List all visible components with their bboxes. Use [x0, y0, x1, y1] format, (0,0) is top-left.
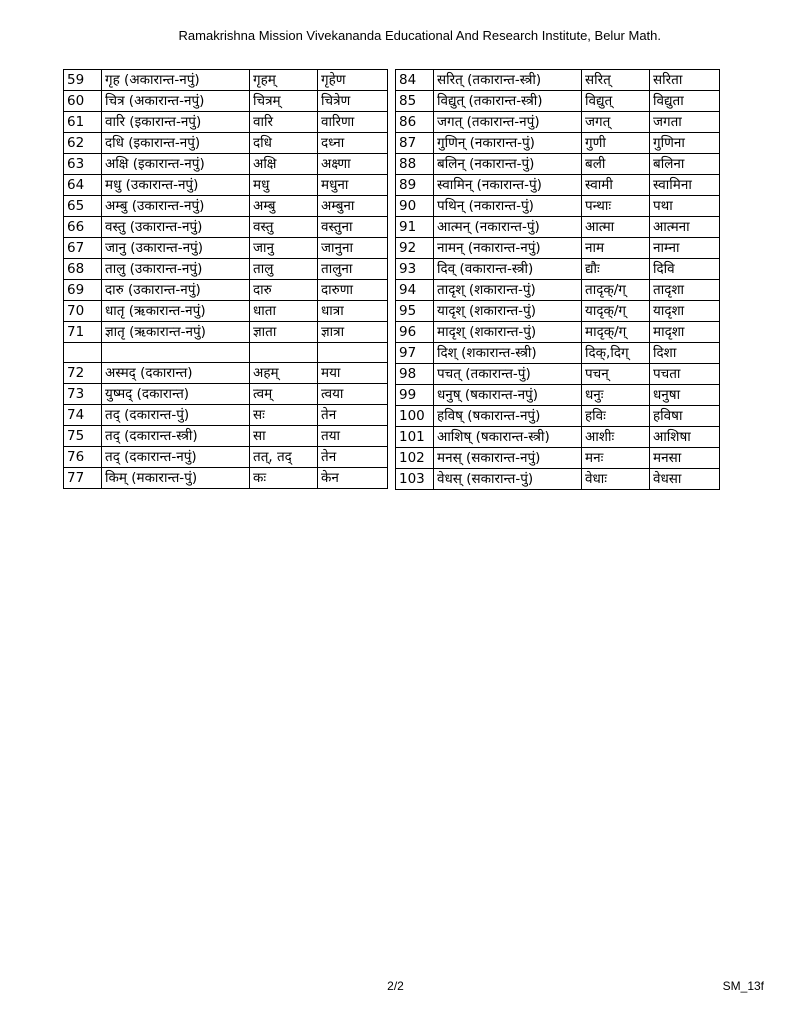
word-cell: दारु (उकारान्त-नपुं)	[102, 280, 250, 301]
nominative-cell: अहम्	[250, 363, 318, 384]
row-number-cell: 77	[64, 468, 102, 489]
nominative-cell: कः	[250, 468, 318, 489]
row-number-cell: 86	[396, 112, 434, 133]
instrumental-cell: पथा	[650, 196, 720, 217]
nominative-cell: वस्तु	[250, 217, 318, 238]
word-cell: पथिन् (नकारान्त-पुं)	[434, 196, 582, 217]
table-row	[396, 154, 720, 175]
table-row	[396, 406, 720, 427]
word-cell: दिश् (शकारान्त-स्त्री)	[434, 343, 582, 364]
word-cell: मादृश् (शकारान्त-पुं)	[434, 322, 582, 343]
table-row	[64, 91, 388, 112]
instrumental-cell: अक्ष्णा	[318, 154, 388, 175]
instrumental-cell: सरिता	[650, 70, 720, 91]
instrumental-cell: दध्ना	[318, 133, 388, 154]
declension-table-right	[395, 69, 720, 490]
word-cell: गृह (अकारान्त-नपुं)	[102, 70, 250, 91]
table-row	[64, 426, 388, 447]
table-row	[64, 280, 388, 301]
row-number-cell: 74	[64, 405, 102, 426]
instrumental-cell: स्वामिना	[650, 175, 720, 196]
table-row	[396, 91, 720, 112]
nominative-cell: सा	[250, 426, 318, 447]
instrumental-cell: ज्ञात्रा	[318, 322, 388, 343]
word-cell: तालु (उकारान्त-नपुं)	[102, 259, 250, 280]
nominative-cell: स्वामी	[582, 175, 650, 196]
nominative-cell: दिक्,दिग्	[582, 343, 650, 364]
table-row	[64, 363, 388, 384]
table-row	[64, 175, 388, 196]
word-cell: तद् (दकारान्त-पुं)	[102, 405, 250, 426]
nominative-cell: द्यौः	[582, 259, 650, 280]
word-cell: किम् (मकारान्त-पुं)	[102, 468, 250, 489]
instrumental-cell: मनसा	[650, 448, 720, 469]
table-row	[396, 448, 720, 469]
nominative-cell: गृहम्	[250, 70, 318, 91]
instrumental-cell: अम्बुना	[318, 196, 388, 217]
row-number-cell: 60	[64, 91, 102, 112]
table-row	[64, 238, 388, 259]
nominative-cell: धनुः	[582, 385, 650, 406]
nominative-cell: विद्युत्	[582, 91, 650, 112]
row-number-cell: 70	[64, 301, 102, 322]
nominative-cell: मादृक्/ग्	[582, 322, 650, 343]
nominative-cell: वारि	[250, 112, 318, 133]
table-row	[64, 405, 388, 426]
word-cell: आत्मन् (नकारान्त-पुं)	[434, 217, 582, 238]
word-cell: ज्ञातृ (ऋकारान्त-नपुं)	[102, 322, 250, 343]
nominative-cell: पन्थाः	[582, 196, 650, 217]
row-number-cell: 102	[396, 448, 434, 469]
instrumental-cell: नाम्ना	[650, 238, 720, 259]
row-number-cell: 87	[396, 133, 434, 154]
table-row	[64, 259, 388, 280]
table-row	[396, 112, 720, 133]
row-number-cell: 75	[64, 426, 102, 447]
row-number-cell: 73	[64, 384, 102, 405]
row-number-cell: 85	[396, 91, 434, 112]
instrumental-cell: दारुणा	[318, 280, 388, 301]
instrumental-cell: धनुषा	[650, 385, 720, 406]
nominative-cell: त्वम्	[250, 384, 318, 405]
nominative-cell: धाता	[250, 301, 318, 322]
row-number-cell: 99	[396, 385, 434, 406]
instrumental-cell: बलिना	[650, 154, 720, 175]
word-cell: मनस् (सकारान्त-नपुं)	[434, 448, 582, 469]
instrumental-cell: जानुना	[318, 238, 388, 259]
table-row	[64, 301, 388, 322]
instrumental-cell	[318, 343, 388, 363]
nominative-cell: तालु	[250, 259, 318, 280]
row-number-cell: 59	[64, 70, 102, 91]
word-cell: यादृश् (शकारान्त-पुं)	[434, 301, 582, 322]
nominative-cell: आत्मा	[582, 217, 650, 238]
table-row	[396, 133, 720, 154]
word-cell	[102, 343, 250, 363]
word-cell: अक्षि (इकारान्त-नपुं)	[102, 154, 250, 175]
table-row	[64, 384, 388, 405]
table-row	[64, 322, 388, 343]
row-number-cell: 72	[64, 363, 102, 384]
word-cell: धातृ (ऋकारान्त-नपुं)	[102, 301, 250, 322]
declension-table-left	[63, 69, 388, 489]
row-number-cell: 61	[64, 112, 102, 133]
row-number-cell: 65	[64, 196, 102, 217]
row-number-cell: 100	[396, 406, 434, 427]
row-number-cell: 93	[396, 259, 434, 280]
word-cell: जगत् (तकारान्त-नपुं)	[434, 112, 582, 133]
row-number-cell: 91	[396, 217, 434, 238]
table-row	[64, 343, 388, 363]
word-cell: नामन् (नकारान्त-नपुं)	[434, 238, 582, 259]
nominative-cell: हविः	[582, 406, 650, 427]
table-row	[396, 427, 720, 448]
nominative-cell: मनः	[582, 448, 650, 469]
instrumental-cell: हविषा	[650, 406, 720, 427]
word-cell: वारि (इकारान्त-नपुं)	[102, 112, 250, 133]
nominative-cell: अक्षि	[250, 154, 318, 175]
table-row	[396, 385, 720, 406]
row-number-cell: 96	[396, 322, 434, 343]
instrumental-cell: जगता	[650, 112, 720, 133]
instrumental-cell: चित्रेण	[318, 91, 388, 112]
row-number-cell: 95	[396, 301, 434, 322]
word-cell: जानु (उकारान्त-नपुं)	[102, 238, 250, 259]
table-row	[64, 196, 388, 217]
word-cell: वेधस् (सकारान्त-पुं)	[434, 469, 582, 490]
instrumental-cell: विद्युता	[650, 91, 720, 112]
table-row	[396, 343, 720, 364]
instrumental-cell: गृहेण	[318, 70, 388, 91]
table-row	[396, 196, 720, 217]
document-code: SM_13f	[722, 979, 764, 993]
nominative-cell: अम्बु	[250, 196, 318, 217]
instrumental-cell: मधुना	[318, 175, 388, 196]
instrumental-cell: वस्तुना	[318, 217, 388, 238]
table-row	[64, 154, 388, 175]
word-cell: पचत् (तकारान्त-पुं)	[434, 364, 582, 385]
instrumental-cell: वारिणा	[318, 112, 388, 133]
word-cell: तद् (दकारान्त-स्त्री)	[102, 426, 250, 447]
nominative-cell: दारु	[250, 280, 318, 301]
page-header: Ramakrishna Mission Vivekananda Educational And Research Institute, Belur Math.	[178, 28, 661, 43]
word-cell: तद् (दकारान्त-नपुं)	[102, 447, 250, 468]
word-cell: चित्र (अकारान्त-नपुं)	[102, 91, 250, 112]
table-row	[64, 447, 388, 468]
instrumental-cell: धात्रा	[318, 301, 388, 322]
table-row	[396, 301, 720, 322]
instrumental-cell: आत्मना	[650, 217, 720, 238]
row-number-cell: 103	[396, 469, 434, 490]
row-number-cell: 63	[64, 154, 102, 175]
instrumental-cell: पचता	[650, 364, 720, 385]
nominative-cell: बली	[582, 154, 650, 175]
table-row	[64, 112, 388, 133]
nominative-cell: सः	[250, 405, 318, 426]
table-row	[396, 70, 720, 91]
row-number-cell: 71	[64, 322, 102, 343]
row-number-cell: 66	[64, 217, 102, 238]
row-number-cell: 97	[396, 343, 434, 364]
nominative-cell: दधि	[250, 133, 318, 154]
nominative-cell: आशीः	[582, 427, 650, 448]
nominative-cell: तत्, तद्	[250, 447, 318, 468]
row-number-cell: 89	[396, 175, 434, 196]
nominative-cell: गुणी	[582, 133, 650, 154]
instrumental-cell: तया	[318, 426, 388, 447]
nominative-cell: नाम	[582, 238, 650, 259]
instrumental-cell: तेन	[318, 447, 388, 468]
table-row	[396, 322, 720, 343]
word-cell: बलिन् (नकारान्त-पुं)	[434, 154, 582, 175]
nominative-cell: ज्ञाता	[250, 322, 318, 343]
instrumental-cell: तेन	[318, 405, 388, 426]
instrumental-cell: त्वया	[318, 384, 388, 405]
instrumental-cell: मया	[318, 363, 388, 384]
table-row	[396, 217, 720, 238]
row-number-cell: 76	[64, 447, 102, 468]
row-number-cell: 68	[64, 259, 102, 280]
instrumental-cell: आशिषा	[650, 427, 720, 448]
instrumental-cell: वेधसा	[650, 469, 720, 490]
table-row	[396, 259, 720, 280]
row-number-cell: 69	[64, 280, 102, 301]
word-cell: आशिष् (षकारान्त-स्त्री)	[434, 427, 582, 448]
nominative-cell	[250, 343, 318, 363]
nominative-cell: पचन्	[582, 364, 650, 385]
nominative-cell: जगत्	[582, 112, 650, 133]
nominative-cell: जानु	[250, 238, 318, 259]
nominative-cell: वेधाः	[582, 469, 650, 490]
nominative-cell: चित्रम्	[250, 91, 318, 112]
word-cell: हविष् (षकारान्त-नपुं)	[434, 406, 582, 427]
table-row	[396, 469, 720, 490]
table-row	[396, 364, 720, 385]
row-number-cell	[64, 343, 102, 363]
word-cell: दिव् (वकारान्त-स्त्री)	[434, 259, 582, 280]
word-cell: युष्मद् (दकारान्त)	[102, 384, 250, 405]
row-number-cell: 67	[64, 238, 102, 259]
instrumental-cell: यादृशा	[650, 301, 720, 322]
instrumental-cell: तादृशा	[650, 280, 720, 301]
table-row	[396, 175, 720, 196]
word-cell: विद्युत् (तकारान्त-स्त्री)	[434, 91, 582, 112]
row-number-cell: 64	[64, 175, 102, 196]
table-row	[64, 468, 388, 489]
word-cell: अम्बु (उकारान्त-नपुं)	[102, 196, 250, 217]
row-number-cell: 90	[396, 196, 434, 217]
instrumental-cell: दिवि	[650, 259, 720, 280]
nominative-cell: सरित्	[582, 70, 650, 91]
word-cell: स्वामिन् (नकारान्त-पुं)	[434, 175, 582, 196]
row-number-cell: 101	[396, 427, 434, 448]
table-row	[64, 70, 388, 91]
table-row	[396, 280, 720, 301]
word-cell: वस्तु (उकारान्त-नपुं)	[102, 217, 250, 238]
row-number-cell: 98	[396, 364, 434, 385]
row-number-cell: 88	[396, 154, 434, 175]
word-cell: सरित् (तकारान्त-स्त्री)	[434, 70, 582, 91]
table-row	[396, 238, 720, 259]
nominative-cell: यादृक्/ग्	[582, 301, 650, 322]
row-number-cell: 94	[396, 280, 434, 301]
instrumental-cell: केन	[318, 468, 388, 489]
row-number-cell: 92	[396, 238, 434, 259]
instrumental-cell: तालुना	[318, 259, 388, 280]
word-cell: गुणिन् (नकारान्त-पुं)	[434, 133, 582, 154]
row-number-cell: 84	[396, 70, 434, 91]
nominative-cell: मधु	[250, 175, 318, 196]
word-cell: अस्मद् (दकारान्त)	[102, 363, 250, 384]
instrumental-cell: गुणिना	[650, 133, 720, 154]
row-number-cell: 62	[64, 133, 102, 154]
page-number: 2/2	[387, 979, 404, 993]
table-row	[64, 217, 388, 238]
word-cell: दधि (इकारान्त-नपुं)	[102, 133, 250, 154]
word-cell: तादृश् (शकारान्त-पुं)	[434, 280, 582, 301]
table-row	[64, 133, 388, 154]
instrumental-cell: मादृशा	[650, 322, 720, 343]
instrumental-cell: दिशा	[650, 343, 720, 364]
nominative-cell: तादृक्/ग्	[582, 280, 650, 301]
word-cell: मधु (उकारान्त-नपुं)	[102, 175, 250, 196]
word-cell: धनुष् (षकारान्त-नपुं)	[434, 385, 582, 406]
